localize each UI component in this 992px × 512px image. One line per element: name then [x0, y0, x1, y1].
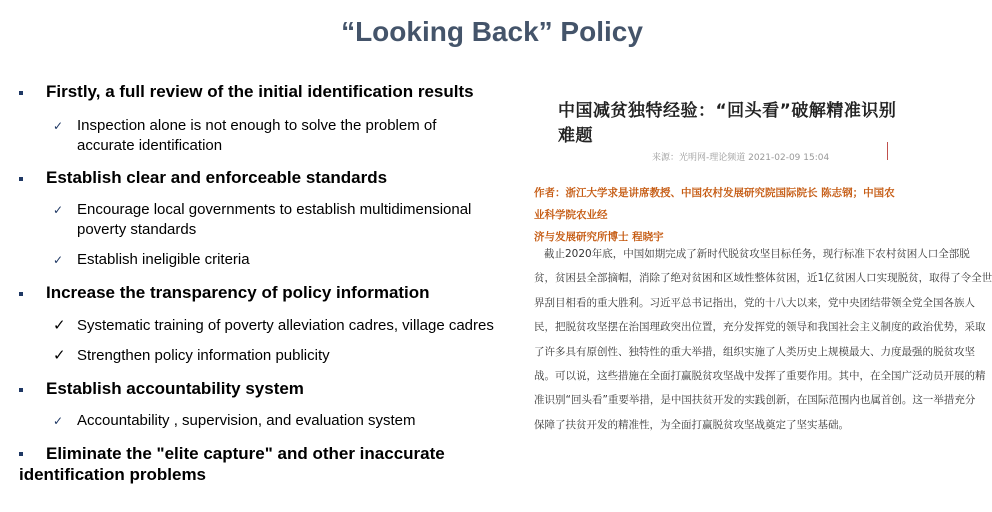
sub-bullet: ✓ Strengthen policy information publicity — [53, 347, 330, 364]
sub-bullet: ✓ Systematic training of poverty alleviation cadres, village cadres — [53, 317, 494, 334]
check-icon: ✓ — [53, 203, 64, 217]
check-icon: ✓ — [53, 317, 66, 334]
sub-bullet: ✓ Accountability , supervision, and evaluation system — [53, 412, 416, 429]
divider — [887, 142, 888, 160]
slide-title: “Looking Back” Policy — [341, 16, 643, 47]
bullet-heading: Increase the transparency of policy information — [19, 283, 430, 303]
square-bullet-icon — [19, 452, 23, 456]
article-body: 截止2020年底，中国如期完成了新时代脱贫攻坚目标任务，现行标准下农村贫困人口全部脱 贫，贫困县全部摘帽，消除了绝对贫困和区域性整体贫困，近1亿贫困人口实现脱贫，取得了令全世 界刮目相看的重大胜利。习近平总书记指出，党的十八大以来，党中央团结带领全党全国各族人 民，把脱贫攻坚摆在治国理政突出位置，充分发挥党的领导和我国社会主义制度的政治优势，采取 了许多具有原创性、独特性的重大举措，组织实施了人类历史上规模最大、力度最强的脱贫攻坚 战。可以说，这些措施在全面打赢脱贫攻坚战中发挥了重要作用。其中，在全国广泛动员开展的精 准识别“回头看”重要举措，是中国扶贫开发的实践创新，在国际范围内也属首创。这一举措充分 保障了扶贫开发的精准性，为全面打赢脱贫攻坚战奠定了坚实基础。 — [534, 248, 992, 431]
bullet-heading: Establish accountability system — [19, 379, 304, 399]
square-bullet-icon — [19, 177, 23, 181]
square-bullet-icon — [19, 292, 23, 296]
check-icon: ✓ — [53, 414, 64, 428]
check-icon: ✓ — [53, 119, 64, 133]
article-headline: 中国减贫独特经验：“回头看”破解精准识别难题 — [558, 101, 897, 146]
bullet-heading-last: Eliminate the "elite capture" and other inaccurate identification problems — [19, 444, 445, 484]
article-screenshot — [530, 84, 992, 494]
sub-bullet: ✓ Encourage local governments to establish multidimensional poverty standards — [53, 201, 472, 238]
article-author: 作者：浙江大学求是讲席教授、中国农村发展研究院国际院长 陈志钢；中国农业科学院农业经 济与发展研究所博士 程晓宇 — [534, 187, 895, 243]
sub-bullet: ✓ Establish ineligible criteria — [53, 251, 250, 268]
square-bullet-icon — [19, 91, 23, 95]
article-source: 来源：光明网-理论频道 2021-02-09 15:04 — [652, 153, 830, 163]
bullet-heading: Firstly, a full review of the initial identification results — [19, 82, 474, 102]
bullet-heading: Establish clear and enforceable standards — [19, 168, 387, 188]
sub-bullet: ✓ Inspection alone is not enough to solve the problem of accurate identification — [53, 117, 437, 154]
check-icon: ✓ — [53, 347, 66, 364]
check-icon: ✓ — [53, 253, 64, 267]
square-bullet-icon — [19, 388, 23, 392]
